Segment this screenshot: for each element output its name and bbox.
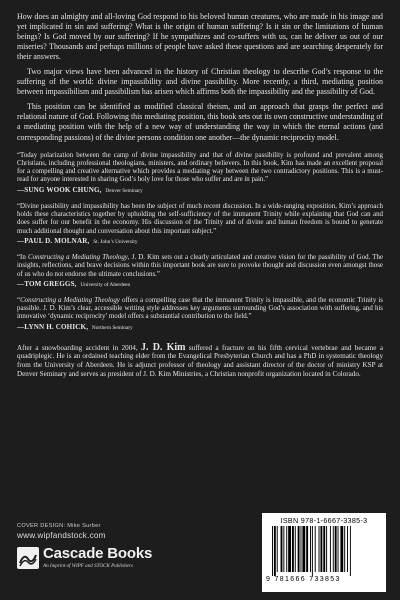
endorsement	[17, 203, 383, 247]
endorsement-byline	[17, 323, 383, 333]
endorser-affiliation: Northern Seminary	[91, 324, 133, 331]
book-title-italic: Constructing a Mediating Theology	[20, 296, 120, 304]
quote-open: “In	[17, 253, 28, 261]
endorsement	[17, 254, 383, 290]
barcode-bar	[298, 526, 300, 572]
endorsement-byline	[17, 280, 383, 290]
barcode-bar	[283, 526, 284, 572]
description-paragraph: Two major views have been advanced in the history of Christian theology to describe God’s response to the suffering of the world: divine impassibility and divine passibility. More recently, a third, mediating position between impassibilism and passibilism has arisen which affirms both the impassibility and the passibility of God.	[17, 67, 383, 97]
quote-open: “	[17, 296, 21, 304]
barcode-bar	[323, 526, 325, 572]
barcode-bar	[338, 526, 339, 572]
barcode-bar	[302, 526, 305, 572]
barcode-bar	[274, 526, 276, 576]
book-description	[17, 12, 383, 143]
endorser-name: —TOM GREGGS,	[17, 279, 77, 288]
publisher-logo	[17, 545, 157, 585]
publisher-website: www.wipfandstock.com	[17, 531, 106, 540]
cover-design-credit: COVER DESIGN: Mike Surber	[17, 523, 101, 529]
author-name: J. D. Kim	[141, 341, 186, 353]
endorser-affiliation: Denver Seminary	[105, 187, 143, 194]
endorser-name: —LYNN H. COHICK,	[17, 322, 89, 331]
endorser-affiliation: St. John’s University	[93, 238, 138, 245]
book-title-italic: Constructing a Mediating Theology	[27, 253, 128, 261]
endorsement-text: “Today polarization between the camp of divine impassibility and that of divine passibility is profound and prevalent among Christians, including professional theologians, ministers, and ordinary believers. In this book, Kim has made an excellent proposal for a compelling and creative alternative which provides a mediating way between the two contradictory positions. This is a must-read for anyone interested in sharing God’s holy love for those who suffer and are in pain.”	[17, 151, 383, 184]
barcode-bar	[319, 526, 320, 572]
barcode-bar	[286, 526, 287, 572]
barcode-bar	[326, 526, 327, 572]
barcode-bar	[288, 526, 291, 572]
barcode-bar	[312, 526, 313, 576]
quote-body: , J. D. Kim sets out a clearly articulated and creative vision for the passibility of God. The insights, reflections, and brave decisions within this important book are sure to provoke thought and discussion even amongst those of us who do not endorse the ultimate conclusions.”	[17, 253, 383, 278]
endorsement-text: “Divine passibility and impassibility has been the subject of much recent discussion. In a wide-ranging exposition, Kim’s approach holds these characteristics together by upholding the self-sufficiency of the immanent Trinity while explaining that God can and does suffer for our benefit in the economy. His discussion of the Trinity and of divine and human freedom is bound to generate much additional thought and conversation about this important subject.”	[17, 202, 383, 235]
publisher-name: Cascade Books	[43, 545, 153, 562]
endorsement-text	[17, 297, 383, 322]
description-paragraph: How does an almighty and all-loving God respond to his beloved human creatures, who are made in his image and yet implicated in sin and suffering? What is the origin of human suffering? Is it sin or the limitations of human beings? Is God moved by our suffering? If he sympathizes and co-suffers with us, can he deliver us out of our miseries? Thousands and perhaps millions of people have asked these questions and are searching desperately for their answers.	[17, 12, 383, 62]
barcode-bar	[277, 526, 278, 572]
barcode-bar	[295, 526, 296, 572]
barcode-bar	[301, 526, 302, 572]
endorsement	[17, 152, 383, 196]
quote-body: offers a compelling case that the immanent Trinity is impassible, and the economic Trinity is passible. J. D. Kim’s clear, accessible writing style addresses key arguments surrounding God’s association with suffering, and his innovative ‘dynamic reciprocity’ model offers a substantial contribution to the field.”	[17, 296, 383, 321]
endorsement-byline	[17, 186, 383, 196]
barcode-bar	[333, 526, 334, 572]
endorsement-text	[17, 254, 383, 279]
barcode-bar	[320, 526, 322, 572]
barcode-bar	[344, 526, 345, 572]
barcode-bar	[340, 526, 343, 572]
barcode-bar	[281, 526, 283, 572]
barcode-bars	[272, 526, 380, 576]
barcode-bar	[306, 526, 308, 572]
barcode-bar	[330, 526, 331, 572]
isbn-label: ISBN 978-1-6667-3385-3	[280, 516, 368, 525]
publisher-tagline: An Imprint of WIPF and STOCK Publishers	[43, 563, 133, 569]
endorsement-byline	[17, 237, 383, 247]
barcode-bar	[272, 526, 273, 576]
bio-lead: After a snowboarding accident in 2004,	[17, 343, 142, 352]
bio-body: suffered a fracture on his fifth cervical vertebrae and became a quadriplegic. He is an ordained teaching elder from the Evangelical Presbyterian Church and has a PhD in systematic theology from the University of Aberdeen. He is adjunct professor of theology and assistant director of the doctor of ministry KSP at Denver Seminary and serves as president of J. D. Kim Ministries, a Christian nonprofit organization located in Colorado.	[17, 343, 384, 378]
barcode-bar	[310, 526, 311, 572]
barcode-bar	[350, 526, 351, 576]
barcode-bar	[292, 526, 294, 572]
cascade-logo-icon	[17, 547, 39, 569]
endorser-name: —PAUL D. MOLNAR,	[17, 236, 90, 245]
barcode-bar	[335, 526, 337, 572]
isbn-barcode	[262, 513, 386, 592]
endorsement	[17, 297, 383, 333]
barcode-bar	[347, 526, 348, 572]
description-paragraph: This position can be identified as modified classical theism, and an approach that grasps the perfect and relational nature of God. Following this mediating position, this book sets out its own constructive understanding of a mediating position with the help of a new way of understanding the way in which the eternal actions (and corresponding passions) of the divine persons condition one another—the dynamic reciprocity model.	[17, 102, 383, 142]
endorser-name: —SUNG WOOK CHUNG,	[17, 185, 102, 194]
barcode-digits: 9 781666 733853	[266, 576, 341, 583]
author-bio	[17, 341, 384, 379]
endorser-affiliation: University of Aberdeen	[80, 281, 131, 288]
barcode-bar	[315, 526, 316, 572]
